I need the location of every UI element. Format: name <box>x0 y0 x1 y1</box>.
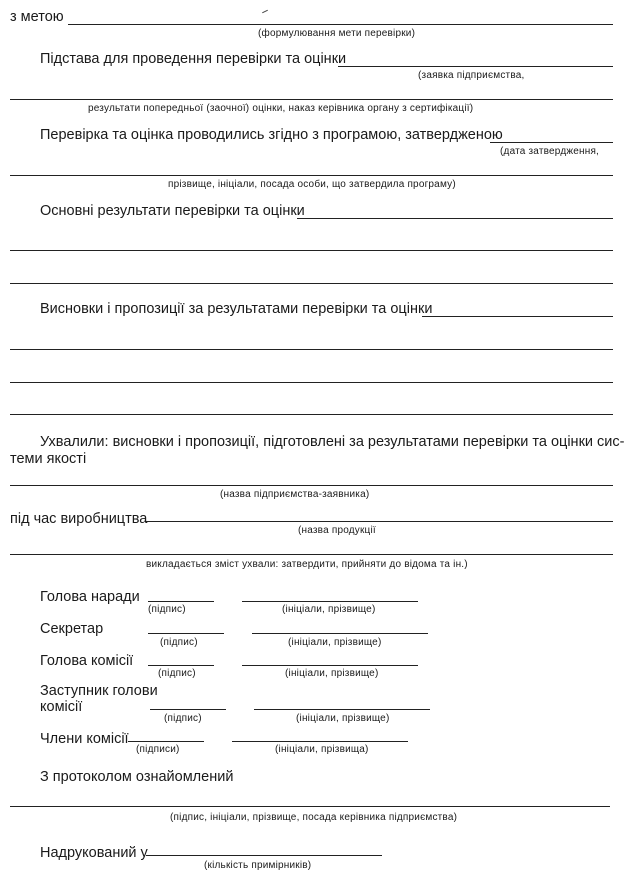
deputy-sign-caption: (підпис) <box>164 713 202 724</box>
members-name-caption: (ініціали, прізвища) <box>275 744 369 755</box>
purpose-label: з метою <box>10 9 64 25</box>
program-line-2[interactable] <box>10 175 613 176</box>
conclusions-line-4[interactable] <box>10 414 613 415</box>
purpose-caption: (формулювання мети перевірки) <box>258 28 416 39</box>
results-label: Основні результати перевірки та оцінки <box>40 203 305 219</box>
acquainted-line[interactable] <box>10 806 610 807</box>
commission-head-sign-line[interactable] <box>148 665 214 666</box>
results-line-1[interactable] <box>297 218 613 219</box>
program-label: Перевірка та оцінка проводились згідно з програмою, затвердженою <box>40 127 503 143</box>
scan-mark <box>262 10 268 13</box>
purpose-line[interactable] <box>68 24 613 25</box>
conclusions-label: Висновки і пропозиції за результатами перевірки та оцінки <box>40 301 433 317</box>
product-caption: (назва продукції <box>298 525 376 536</box>
basis-label: Підстава для проведення перевірки та оцінки <box>40 51 347 67</box>
content-caption: викладається зміст ухвали: затвердити, прийняти до відома та ін.) <box>146 559 468 570</box>
commission-head-sign-caption: (підпис) <box>158 668 196 679</box>
resolution-line-1: Ухвалили: висновки і пропозиції, підготовлені за результатами перевірки та оцінки сис- <box>40 434 625 450</box>
results-line-2[interactable] <box>10 250 613 251</box>
conclusions-line-1[interactable] <box>422 316 613 317</box>
secretary-sign-caption: (підпис) <box>160 637 198 648</box>
deputy-name-caption: (ініціали, прізвище) <box>296 713 390 724</box>
basis-caption-1: (заявка підприємства, <box>418 70 525 81</box>
members-name-line[interactable] <box>232 741 408 742</box>
deputy-label-1: Заступник голови <box>40 683 158 699</box>
printed-line[interactable] <box>146 855 382 856</box>
printed-label: Надрукований у <box>40 845 148 861</box>
members-sign-caption: (підписи) <box>136 744 180 755</box>
deputy-label-2: комісії <box>40 699 83 715</box>
chair-name-line[interactable] <box>242 601 418 602</box>
secretary-name-line[interactable] <box>252 633 428 634</box>
acquainted-label: З протоколом ознайомлений <box>40 769 234 785</box>
commission-head-label: Голова комісії <box>40 653 134 669</box>
commission-head-name-caption: (ініціали, прізвище) <box>285 668 379 679</box>
basis-line-2[interactable] <box>10 99 613 100</box>
conclusions-line-3[interactable] <box>10 382 613 383</box>
members-label: Члени комісії <box>40 731 129 747</box>
resolution-line-2: теми якості <box>10 451 87 467</box>
secretary-label: Секретар <box>40 621 104 637</box>
chair-sign-line[interactable] <box>148 601 214 602</box>
program-caption-2: прізвище, ініціали, посада особи, що затвердила програму) <box>168 179 456 190</box>
program-line-1[interactable] <box>490 142 613 143</box>
chair-label: Голова наради <box>40 589 140 605</box>
content-line[interactable] <box>10 554 613 555</box>
results-line-3[interactable] <box>10 283 613 284</box>
deputy-sign-line[interactable] <box>150 709 226 710</box>
secretary-name-caption: (ініціали, прізвище) <box>288 637 382 648</box>
applicant-caption: (назва підприємства-заявника) <box>220 489 370 500</box>
basis-caption-2: результати попередньої (заочної) оцінки, наказ керівника органу з сертифікації) <box>88 103 474 114</box>
chair-sign-caption: (підпис) <box>148 604 186 615</box>
production-label: під час виробництва <box>10 511 148 527</box>
chair-name-caption: (ініціали, прізвище) <box>282 604 376 615</box>
applicant-line[interactable] <box>10 485 613 486</box>
commission-head-name-line[interactable] <box>242 665 418 666</box>
conclusions-line-2[interactable] <box>10 349 613 350</box>
secretary-sign-line[interactable] <box>148 633 224 634</box>
deputy-name-line[interactable] <box>254 709 430 710</box>
product-line[interactable] <box>146 521 613 522</box>
acquainted-caption: (підпис, ініціали, прізвище, посада керівника підприємства) <box>170 812 458 823</box>
program-caption-1: (дата затвердження, <box>500 146 600 157</box>
members-sign-line[interactable] <box>128 741 204 742</box>
basis-line-1[interactable] <box>338 66 613 67</box>
printed-caption: (кількість примірників) <box>204 860 312 871</box>
